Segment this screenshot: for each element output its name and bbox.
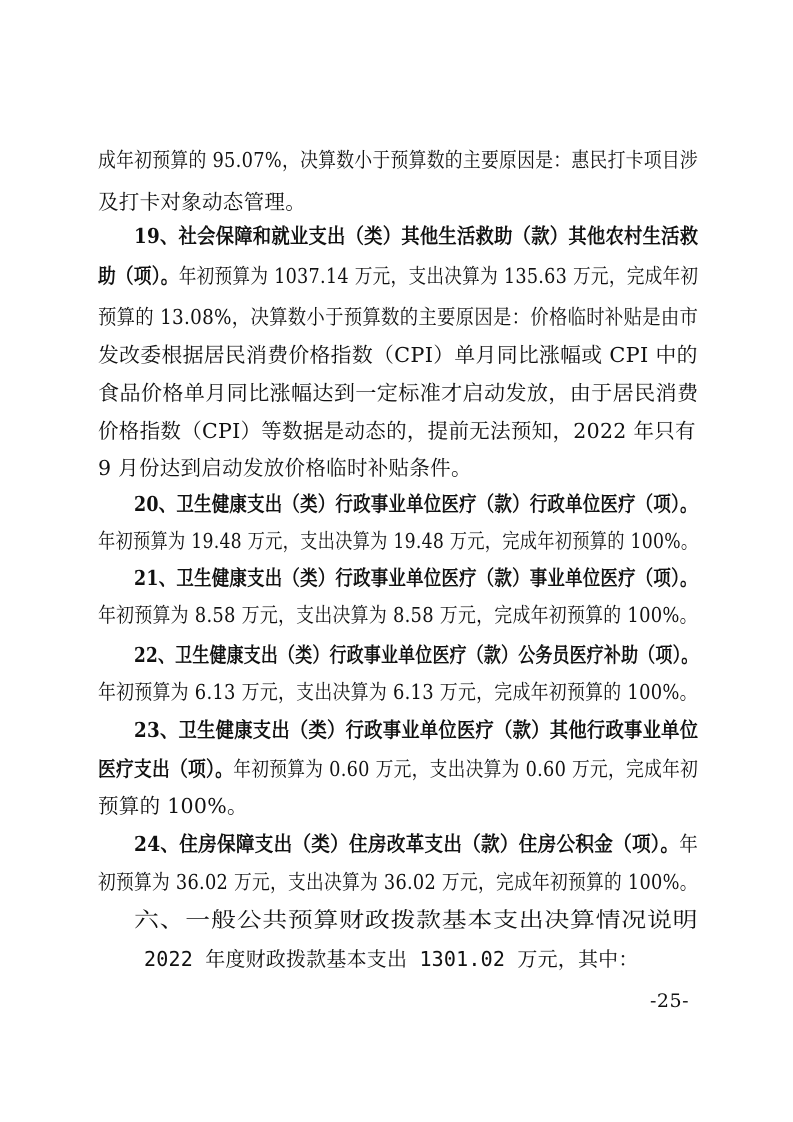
bold-heading-text: 22、卫生健康支出（类）行政事业单位医疗（款）公务员医疗补助（项）。 bbox=[134, 643, 699, 667]
text-line bbox=[98, 188, 306, 216]
text-line bbox=[98, 755, 698, 783]
text-line bbox=[98, 527, 698, 555]
text-line bbox=[98, 262, 698, 290]
text-line bbox=[134, 564, 698, 592]
body-text: 年初预算为 19.48 万元，支出决算为 19.48 万元，完成年初预算的 100%。 bbox=[98, 529, 699, 553]
text-line bbox=[98, 379, 698, 407]
body-text: 2022 年度财政拨款基本支出 1301.02 万元，其中： bbox=[144, 947, 639, 971]
bold-heading-text: 21、卫生健康支出（类）行政事业单位医疗（款）事业单位医疗（项）。 bbox=[134, 566, 698, 590]
body-text: 年初预算为 6.13 万元，支出决算为 6.13 万元，完成年初预算的 100%。 bbox=[98, 680, 698, 704]
bold-heading-text: 医疗支出（项）。 bbox=[98, 757, 234, 781]
body-text: 年 bbox=[679, 832, 699, 856]
text-line bbox=[98, 146, 698, 174]
bold-heading-text: 19、社会保障和就业支出（类）其他生活救助（款）其他农村生活救 bbox=[134, 224, 699, 248]
body-text: 成年初预算的 95.07%，决算数小于预算数的主要原因是：惠民打卡项目涉 bbox=[98, 148, 699, 172]
text-line bbox=[98, 341, 698, 369]
body-text: 发改委根据居民消费价格指数（CPI）单月同比涨幅或 CPI 中的 bbox=[98, 343, 698, 367]
body-text: 年初预算为 8.58 万元，支出决算为 8.58 万元，完成年初预算的 100%。 bbox=[98, 603, 698, 627]
body-text: 年初预算为 1037.14 万元，支出决算为 135.63 万元，完成年初 bbox=[178, 264, 699, 288]
text-line bbox=[98, 601, 698, 629]
text-line bbox=[134, 830, 698, 858]
text-line bbox=[98, 868, 698, 896]
bold-heading-text: 23、卫生健康支出（类）行政事业单位医疗（款）其他行政事业单位 bbox=[134, 718, 699, 742]
body-text: 初预算为 36.02 万元，支出决算为 36.02 万元，完成年初预算的 100%。 bbox=[98, 870, 698, 894]
body-text: 9 月份达到启动发放价格临时补贴条件。 bbox=[98, 456, 472, 480]
text-line bbox=[134, 490, 698, 518]
body-text: 食品价格单月同比涨幅达到一定标准才启动发放，由于居民消费 bbox=[98, 381, 699, 405]
page-number: -25- bbox=[650, 990, 690, 1012]
body-text: 年初预算为 0.60 万元，支出决算为 0.60 万元，完成年初 bbox=[233, 757, 699, 781]
body-text: 预算的 100%。 bbox=[98, 794, 248, 818]
section-heading: 六、一般公共预算财政拨款基本支出决算情况说明 bbox=[134, 908, 699, 932]
text-line bbox=[98, 678, 698, 706]
bold-heading-text: 20、卫生健康支出（类）行政事业单位医疗（款）行政单位医疗（项）。 bbox=[134, 492, 698, 516]
bold-heading-text: 24、住房保障支出（类）住房改革支出（款）住房公积金（项）。 bbox=[134, 832, 680, 856]
body-text: 价格指数（CPI）等数据是动态的，提前无法预知，2022 年只有 bbox=[98, 419, 696, 443]
text-line bbox=[98, 792, 248, 820]
body-text: 及打卡对象动态管理。 bbox=[98, 190, 306, 214]
text-line bbox=[98, 303, 698, 331]
text-line bbox=[134, 716, 698, 744]
text-line bbox=[134, 222, 698, 250]
body-text: 预算的 13.08%，决算数小于预算数的主要原因是：价格临时补贴是由市 bbox=[98, 305, 699, 329]
text-line bbox=[134, 906, 698, 934]
text-line bbox=[98, 417, 696, 445]
bold-heading-text: 助（项）。 bbox=[98, 264, 179, 288]
text-line bbox=[98, 454, 472, 482]
text-line bbox=[144, 945, 639, 973]
text-line bbox=[134, 641, 698, 669]
